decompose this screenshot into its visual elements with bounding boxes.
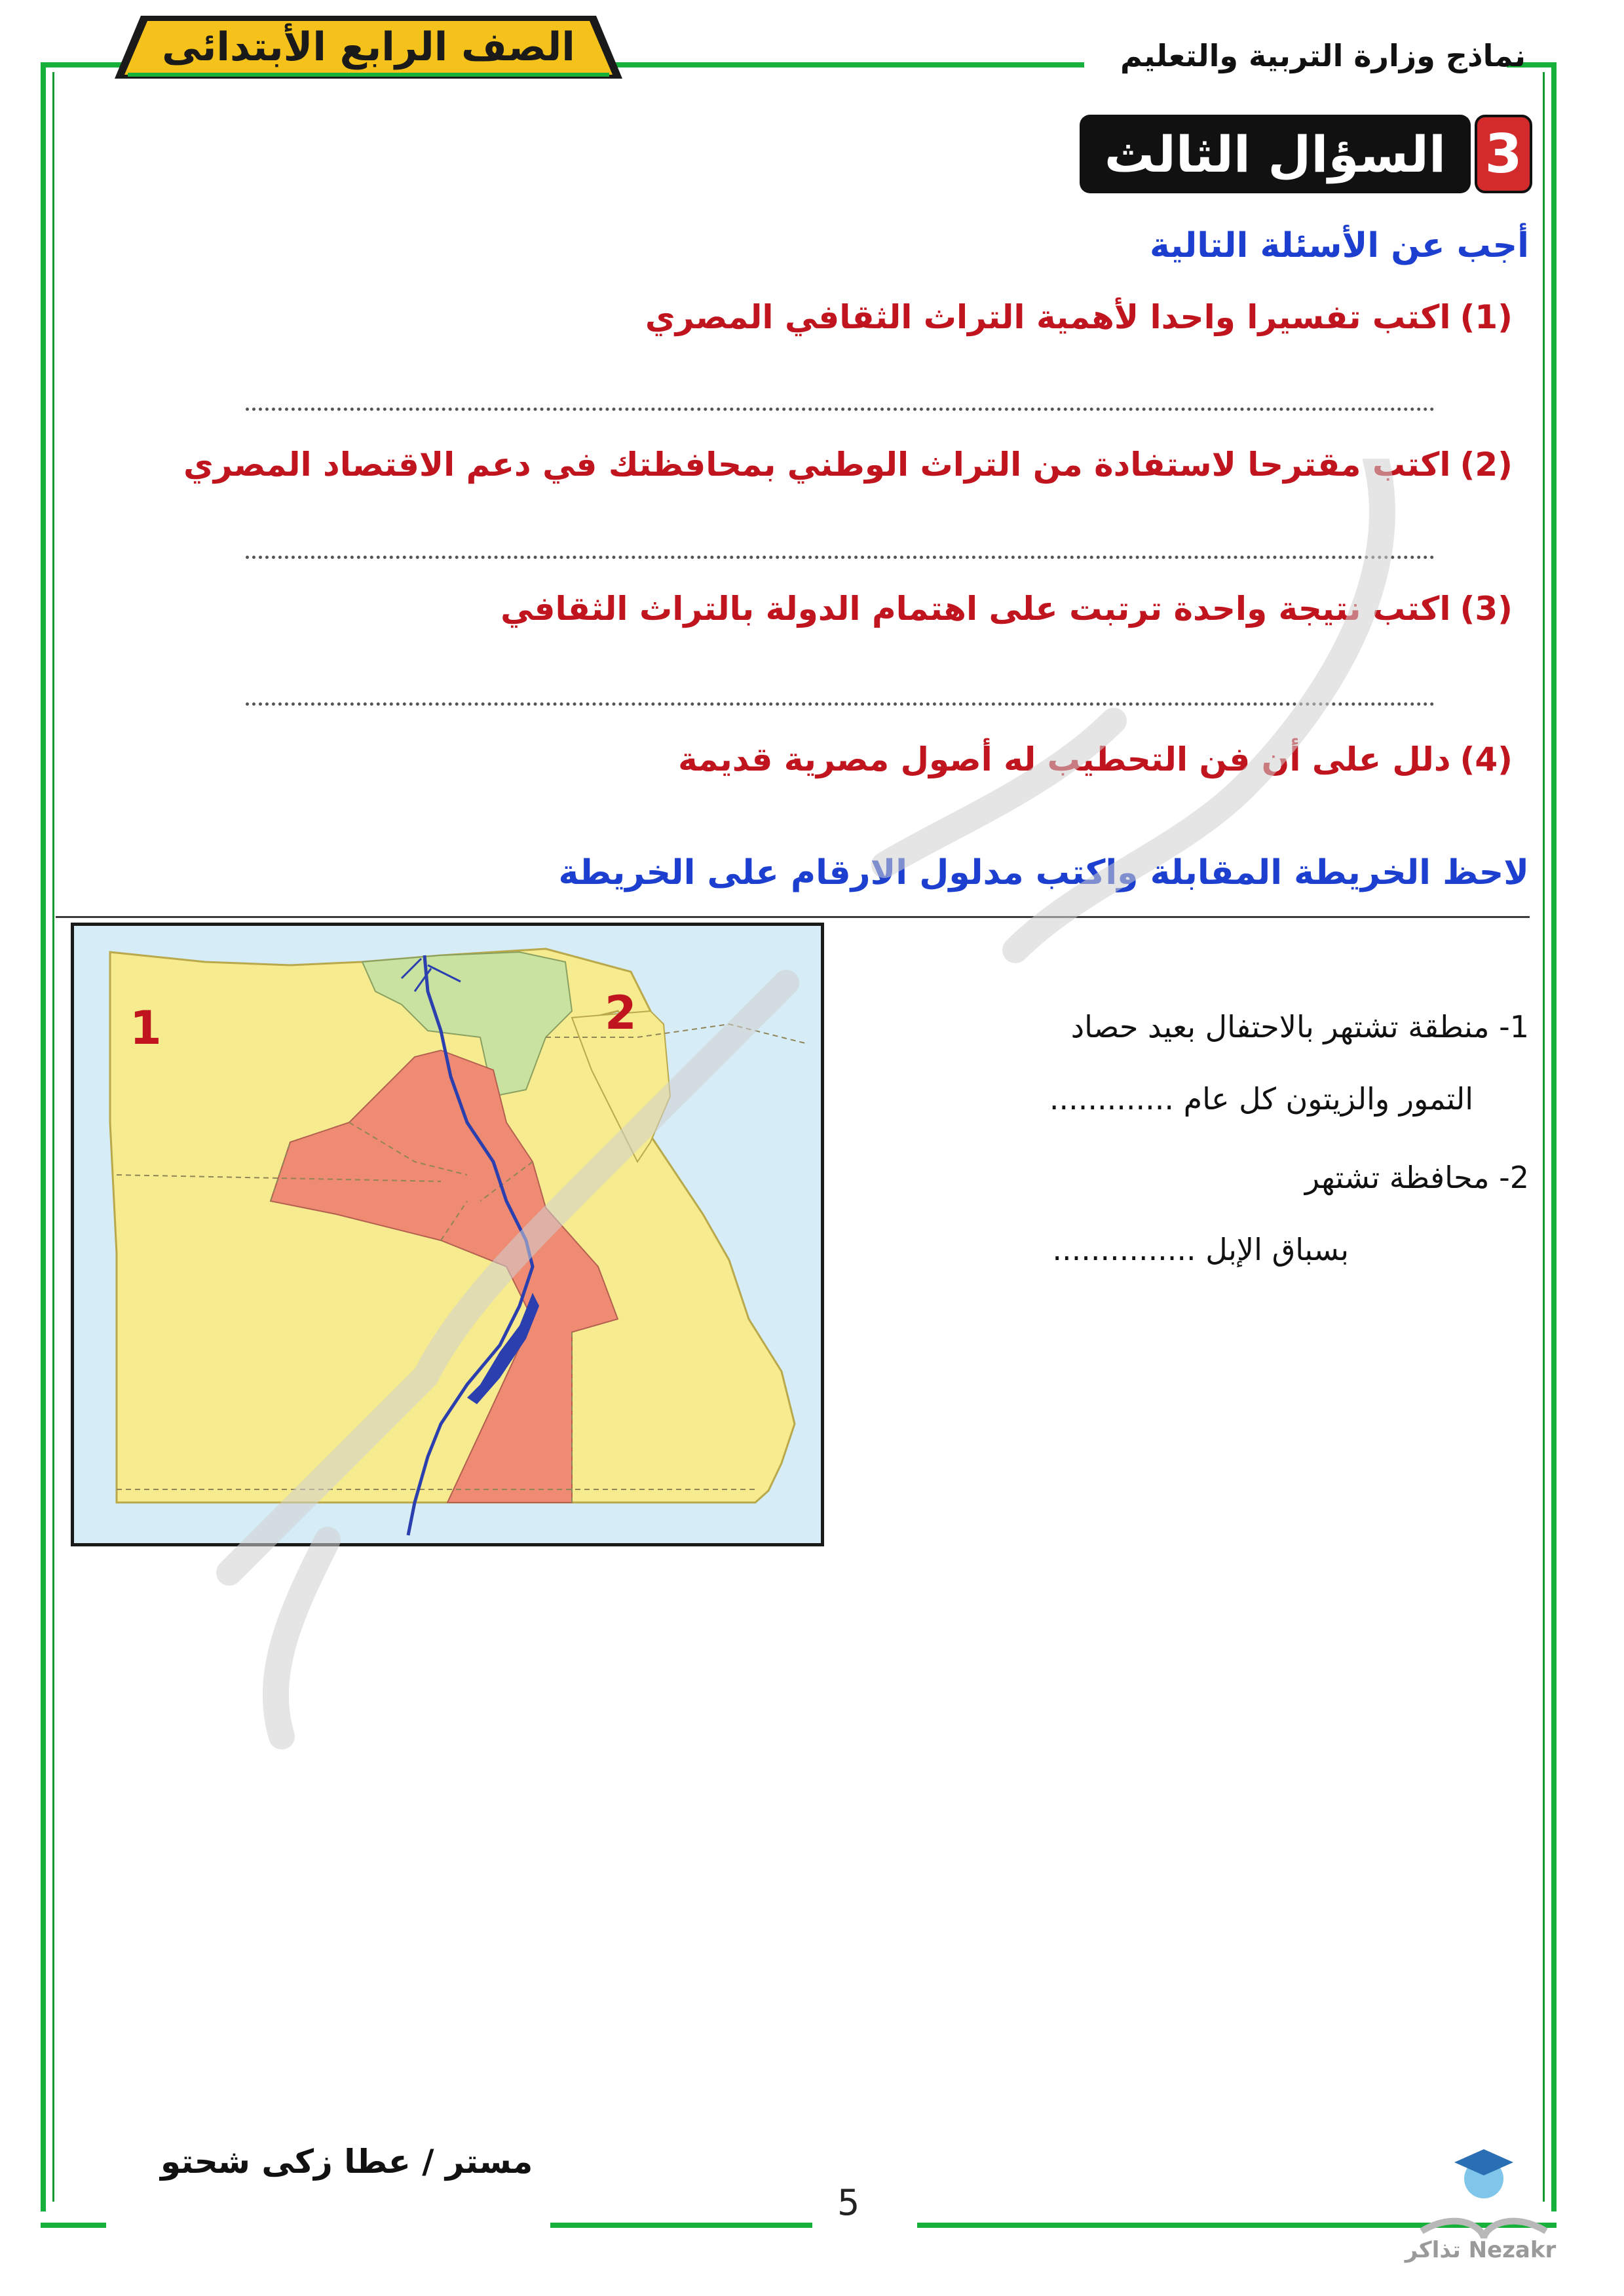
- nezakr-logo: [1382, 2133, 1579, 2264]
- frame-top-left: [41, 62, 126, 67]
- question-item-text: دلل على أن فن التحطيب له أصول مصرية قديمة: [678, 740, 1451, 778]
- egypt-map-graphic: [74, 926, 821, 1543]
- frame-bottom-middle: [550, 2223, 812, 2228]
- question-number: 3: [1475, 115, 1532, 193]
- question-item-text: اكتب تفسيرا واحدا لأهمية التراث الثقافي المصري: [645, 298, 1451, 336]
- question-item-1: [645, 298, 1513, 336]
- question-badge: [1080, 111, 1532, 197]
- teacher-name: مستر / عطا زكى شحتو: [161, 2143, 533, 2181]
- question-item-number: (3): [1460, 590, 1513, 628]
- question-title: السؤال الثالث: [1080, 115, 1471, 193]
- question-item-number: (2): [1460, 446, 1513, 484]
- frame-left-inner: [52, 72, 54, 2202]
- svg-text:Nezakr تذاكر: Nezakr تذاكر: [1405, 2237, 1557, 2263]
- section1-instruction: أجب عن الأسئلة التالية: [1149, 226, 1529, 265]
- frame-top-middle: [613, 62, 1084, 67]
- answer-line-2[interactable]: [246, 556, 1435, 559]
- egypt-map: [71, 923, 824, 1546]
- grade-label: الصف الرابع الأبتدائى: [162, 24, 575, 70]
- page-number: 5: [837, 2182, 860, 2223]
- map-question-1-line1: 1- منطقة تشتهر بالاحتفال بعيد حصاد: [1070, 1009, 1529, 1044]
- map-label-2: 2: [605, 986, 637, 1040]
- question-item-text: اكتب مقترحا لاستفادة من التراث الوطني بمحافظتك في دعم الاقتصاد المصري: [183, 446, 1451, 484]
- frame-bottom-left: [41, 2223, 106, 2228]
- frame-right-inner: [1543, 72, 1545, 2202]
- map-question-2-line1: 2- محافظة تشتهر: [1304, 1160, 1529, 1195]
- map-divider: [56, 916, 1530, 918]
- map-label-1: 1: [130, 1001, 162, 1055]
- answer-line-3[interactable]: [246, 702, 1435, 706]
- question-item-number: (1): [1460, 298, 1513, 336]
- question-item-text: اكتب نتيجة واحدة ترتبت على اهتمام الدولة بالتراث الثقافي: [500, 590, 1451, 628]
- question-item-3: [500, 590, 1513, 628]
- question-item-4: [678, 740, 1513, 778]
- frame-left: [41, 62, 46, 2211]
- grade-banner: [115, 14, 622, 80]
- map-question-1-line2: التمور والزيتون كل عام .............: [1049, 1081, 1473, 1117]
- answer-line-1[interactable]: [246, 408, 1435, 411]
- question-item-number: (4): [1460, 740, 1513, 778]
- frame-right: [1551, 62, 1557, 2211]
- map-question-2-line2: بسباق الإبل ...............: [1052, 1232, 1349, 1267]
- ministry-header: نماذج وزارة التربية والتعليم: [1120, 38, 1526, 73]
- question-item-2: [183, 446, 1513, 484]
- section2-instruction: لاحظ الخريطة المقابلة واكتب مدلول الارقام على الخريطة: [558, 853, 1529, 892]
